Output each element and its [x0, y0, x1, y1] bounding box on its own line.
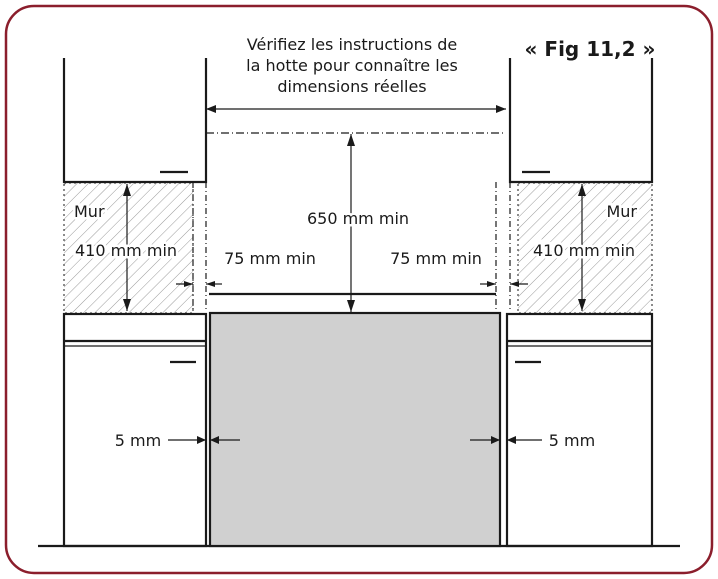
- right-wall-height-label: 410 mm min: [532, 241, 636, 260]
- left-wall-label: Mur: [74, 202, 105, 221]
- hood-note-line-2: la hotte pour connaître les: [246, 56, 458, 75]
- left-wall-height-label: 410 mm min: [74, 241, 178, 260]
- left-gap-label: 5 mm: [114, 431, 162, 450]
- hood-note-line-1: Vérifiez les instructions de: [246, 35, 458, 54]
- left-side-clearance-label: 75 mm min: [224, 249, 316, 268]
- right-side-clearance-label: 75 mm min: [390, 249, 482, 268]
- clearance-height-label: 650 mm min: [306, 209, 410, 228]
- cooking-appliance: [210, 313, 500, 546]
- hood-note-line-3: dimensions réelles: [277, 77, 427, 96]
- figure-label: « Fig 11,2 »: [524, 37, 656, 61]
- right-wall-label: Mur: [606, 202, 637, 221]
- right-gap-label: 5 mm: [548, 431, 596, 450]
